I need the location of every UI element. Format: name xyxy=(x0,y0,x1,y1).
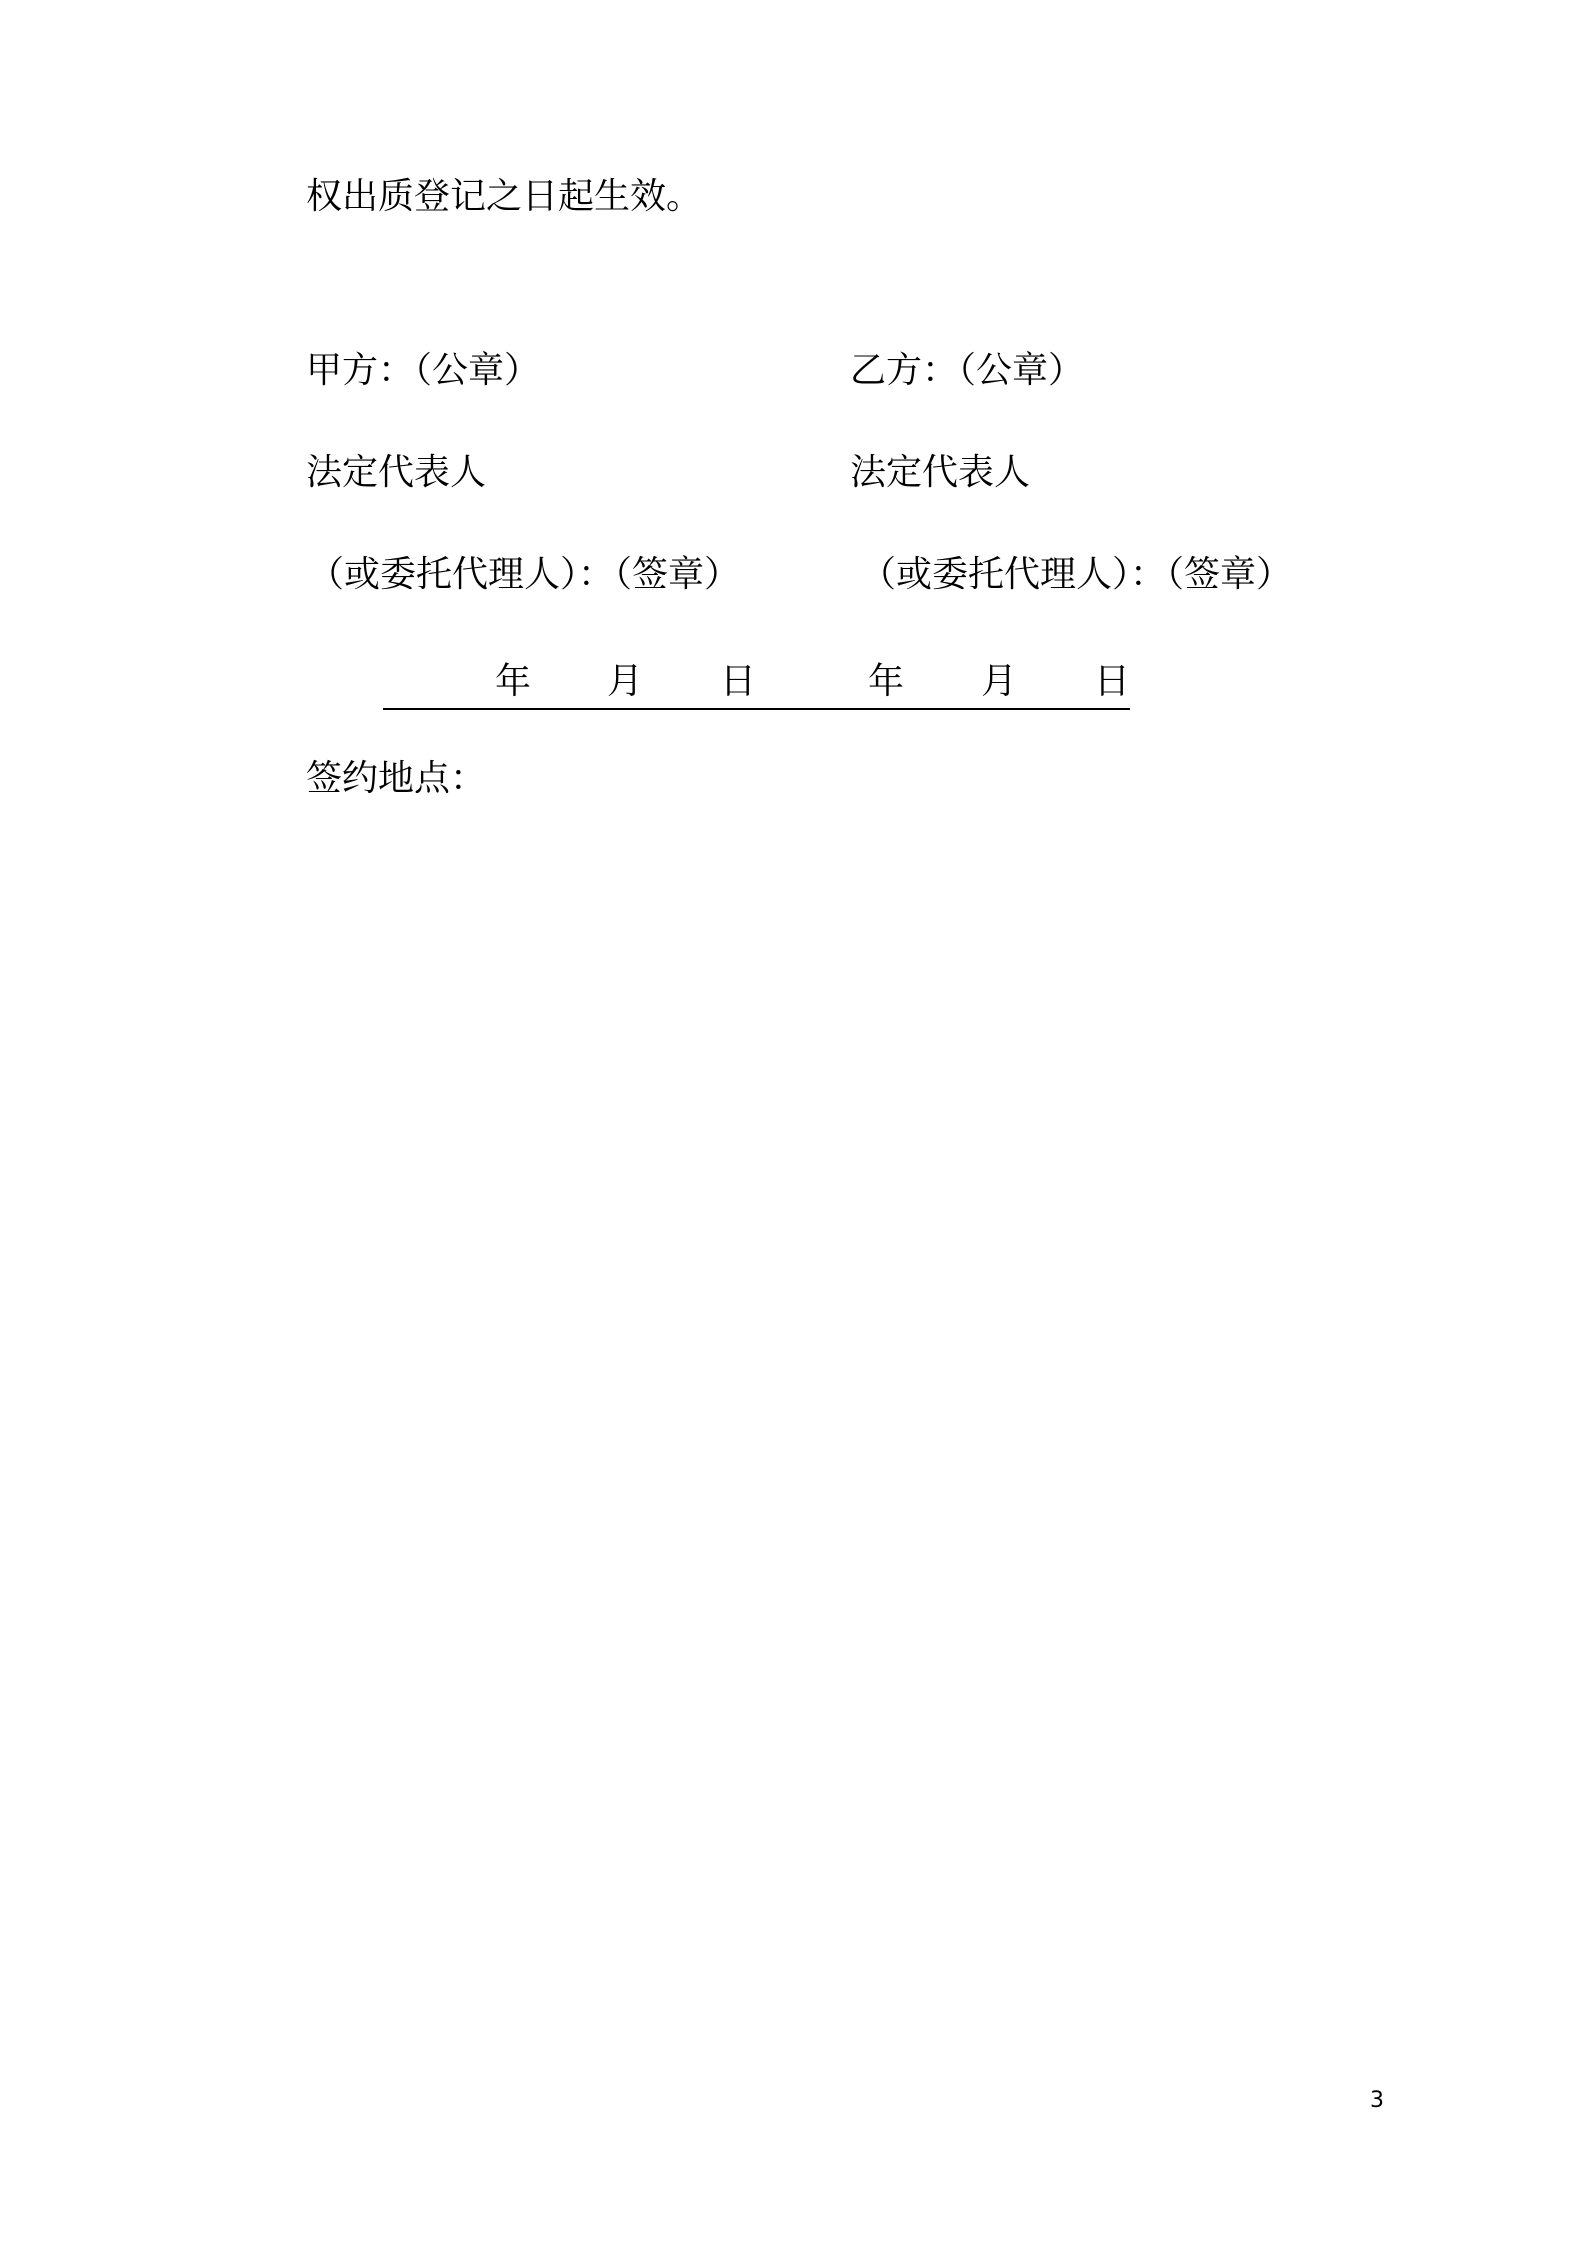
party-a-agent: （或委托代理人）：（签章） xyxy=(308,554,741,595)
signing-place-label: 签约地点： xyxy=(306,758,487,799)
party-b-representative: 法定代表人 xyxy=(850,452,1031,493)
party-a-date-year: 年 xyxy=(495,661,532,702)
page-number: 3 xyxy=(1370,2088,1384,2113)
party-b-date-month: 月 xyxy=(981,661,1018,702)
party-b-date-day: 日 xyxy=(1094,661,1131,702)
party-a-label: 甲方：（公章） xyxy=(306,350,541,391)
party-b-date-year: 年 xyxy=(868,661,905,702)
party-a-date-day: 日 xyxy=(720,661,757,702)
party-a-representative: 法定代表人 xyxy=(306,452,487,493)
party-b-agent: （或委托代理人）：（签章） xyxy=(860,554,1293,595)
continuation-text: 权出质登记之日起生效。 xyxy=(306,176,703,217)
party-b-label: 乙方：（公章） xyxy=(850,350,1085,391)
party-a-date-month: 月 xyxy=(607,661,644,702)
date-underline xyxy=(383,708,1130,710)
